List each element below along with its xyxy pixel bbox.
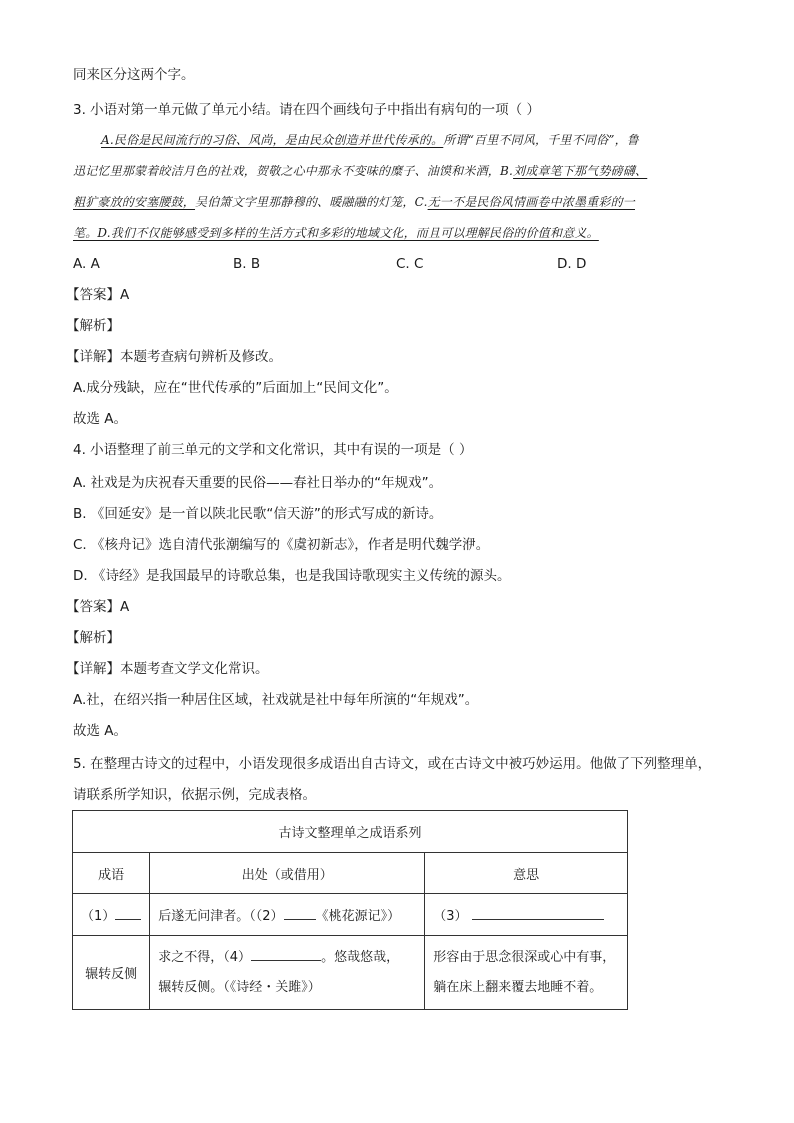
q4-jiexi: 【解析】	[66, 630, 120, 646]
q3-sentence-c: 无一不是民俗风情画卷中浓墨重彩的一	[427, 195, 635, 209]
q3-passage-text: 所谓“百里不同风，千里不同俗”，鲁	[443, 133, 639, 147]
q4-stem: 4. 小语整理了前三单元的文学和文化常识，其中有误的一项是（ ）	[73, 442, 473, 458]
blank-1[interactable]	[115, 907, 141, 920]
row2-idiom: 辗转反侧	[73, 936, 150, 1010]
q3-sentence-b-cont: 粗犷豪放的安塞腰鼓，	[73, 195, 196, 209]
idiom-table	[72, 810, 628, 1010]
row2-source-suffix: 。悠哉悠哉，	[321, 949, 400, 965]
row2-meaning-line2: 躺在床上翻来覆去地睡不着。	[433, 979, 603, 995]
row2-source-line1	[158, 943, 416, 973]
row1-source-text: 后遂无问津者。（（2）	[158, 909, 284, 924]
q4-analysis: A.社，在绍兴指一种居住区域，社戏就是社中每年所演的“年规戏”。	[73, 692, 479, 708]
row1-source-cell	[150, 894, 425, 936]
q4-option-d: D. 《诗经》是我国最早的诗歌总集，也是我国诗歌现实主义传统的源头。	[73, 568, 511, 584]
row2-source-prefix: 求之不得，（4）	[158, 949, 252, 965]
row2-meaning-cell	[425, 936, 628, 1010]
q3-detail: 【详解】本题考查病句辨析及修改。	[66, 349, 282, 365]
q3-passage-line4: 笔。D.我们不仅能够感受到多样的生活方式和多彩的地域文化，而且可以理解民俗的价值和意义。	[73, 226, 599, 240]
header-source: 出处（或借用）	[150, 853, 425, 894]
q3-option-a: A. A	[73, 256, 100, 272]
q3-sentence-b: 刘成章笔下那气势磅礴、	[513, 164, 648, 178]
q3-sentence-a: A.民俗是民间流行的习俗、风尚，是由民众创造并世代传承的。	[101, 133, 444, 147]
q3-option-d: D. D	[557, 256, 587, 272]
table-row	[73, 936, 628, 1010]
q5-stem-line1: 5. 在整理古诗文的过程中，小语发现很多成语出自古诗文，或在古诗文中被巧妙运用。他做了下列整理单，	[73, 756, 712, 772]
q3-passage-text: 吴伯箫文字里那静穆的、暖融融的灯笼，C.	[195, 195, 428, 209]
q4-answer: 【答案】A	[66, 599, 130, 615]
q4-choose: 故选 A。	[73, 723, 128, 739]
q4-option-c: C. 《核舟记》选自清代张潮编写的《虞初新志》，作者是明代魏学洢。	[73, 537, 490, 553]
q3-option-b: B. B	[233, 256, 261, 272]
blank-label-3: （3）	[433, 909, 468, 924]
q3-answer: 【答案】A	[66, 287, 130, 303]
table-title: 古诗文整理单之成语系列	[73, 811, 628, 853]
q3-passage-text: 迅记忆里那蒙着皎洁月色的社戏，贺敬之心中那永不变味的糜子、油馍和米酒，B.	[73, 164, 514, 178]
q3-choose: 故选 A。	[73, 411, 128, 427]
q3-passage-line3	[73, 193, 635, 211]
q3-analysis: A.成分残缺，应在“世代传承的”后面加上“民间文化”。	[73, 380, 398, 396]
blank-4[interactable]	[251, 948, 321, 961]
row2-meaning-line1: 形容由于思念很深或心中有事，	[433, 949, 616, 965]
q5-stem-line2: 请联系所学知识，依据示例，完成表格。	[73, 787, 316, 803]
q3-stem: 3. 小语对第一单元做了单元小结。请在四个画线句子中指出有病句的一项（ ）	[73, 102, 540, 118]
table-row	[73, 894, 628, 936]
q3-passage-line1	[101, 131, 639, 149]
q3-option-c: C. C	[396, 256, 424, 272]
row1-source-suffix: 《桃花源记》）	[315, 909, 401, 924]
q3-jiexi: 【解析】	[66, 318, 120, 334]
intro-tail: 同来区分这两个字。	[73, 67, 195, 83]
blank-3[interactable]	[472, 907, 604, 920]
blank-2[interactable]	[284, 907, 316, 920]
q4-detail: 【详解】本题考查文学文化常识。	[66, 661, 269, 677]
header-meaning: 意思	[425, 853, 628, 894]
row1-idiom-cell	[73, 894, 150, 936]
q4-option-a: A. 社戏是为庆祝春天重要的民俗——春社日举办的“年规戏”。	[73, 475, 443, 491]
q4-option-b: B. 《回延安》是一首以陕北民歌“信天游”的形式写成的新诗。	[73, 506, 443, 522]
blank-label-1: （1）	[81, 909, 116, 924]
row1-meaning-cell	[425, 894, 628, 936]
row2-source-line2: 辗转反侧。（《诗经・关雎》）	[158, 979, 321, 995]
header-idiom: 成语	[73, 853, 150, 894]
q3-passage-line2	[73, 162, 647, 180]
row2-source-cell	[150, 936, 425, 1010]
